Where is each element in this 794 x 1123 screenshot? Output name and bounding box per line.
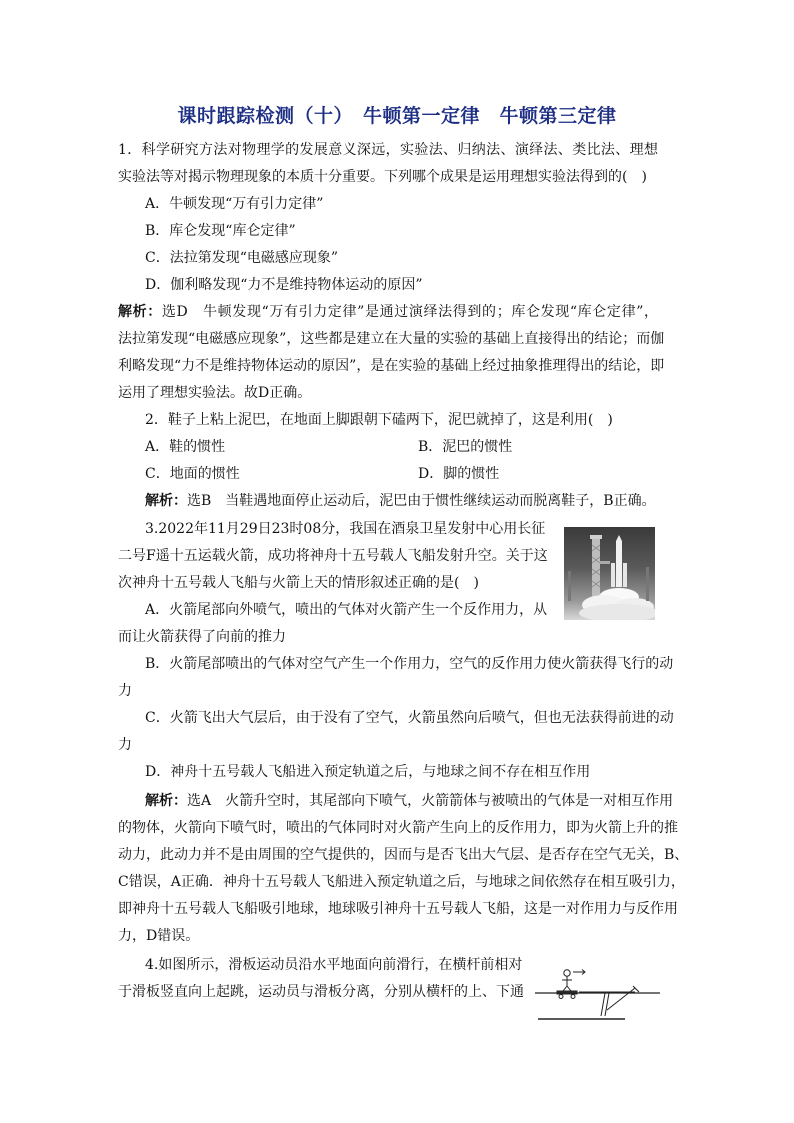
q3-analysis-line2: 的物体，火箭向下喷气时，喷出的气体同时对火箭产生向上的反作用力，即为火箭上升的推	[118, 820, 678, 836]
q2-analysis-label: 解析：	[145, 493, 187, 509]
q3-option-d: D．神舟十五号载人飞船进入预定轨道之后，与地球之间不存在相互作用	[145, 764, 591, 780]
rocket-launch-photo	[564, 527, 655, 620]
page-title: 课时跟踪检测（十） 牛顿第一定律 牛顿第三定律	[177, 105, 617, 127]
q3-analysis-label: 解析：	[145, 793, 187, 809]
q3-option-c-line2: 力	[118, 737, 132, 753]
q1-analysis-text: 选D 牛顿发现“万有引力定律”是通过演绎法得到的；库仑发现“库仑定律”，	[161, 304, 658, 320]
q3-analysis-line4: C错误，A正确．神舟十五号载人飞船进入预定轨道之后，与地球之间依然存在相互吸引力，	[118, 874, 685, 890]
q1-analysis-line2: 法拉第发现“电磁感应现象”，这些都是建立在大量的实验的基础上直接得出的结论；而伽	[118, 331, 665, 347]
q2-analysis	[145, 491, 656, 511]
q2-option-b: B．泥巴的惯性	[418, 439, 513, 455]
q3-option-a-line1: A．火箭尾部向外喷气，喷出的气体对火箭产生一个反作用力，从	[145, 602, 548, 618]
q1-analysis-line3: 利略发现“力不是维持物体运动的原因”，是在实验的基础上经过抽象推理得出的结论，即	[118, 358, 665, 374]
q1-stem-line1: 1．科学研究方法对物理学的发展意义深远，实验法、归纳法、演绎法、类比法、理想	[118, 142, 658, 158]
q1-option-c: C．法拉第发现“电磁感应现象”	[145, 250, 339, 266]
q1-analysis-line1	[118, 302, 658, 322]
q4-stem-line1: 4.如图所示，滑板运动员沿水平地面向前滑行，在横杆前相对	[145, 957, 523, 973]
q1-option-b: B．库仑发现“库仑定律”	[145, 223, 296, 239]
q3-stem-line1: 3.2022年11月29日23时08分，我国在酒泉卫星发射中心用长征	[145, 521, 546, 537]
rocket-launch-illustration	[564, 527, 655, 620]
q3-analysis-line1	[145, 791, 674, 811]
q2-option-c: C．地面的惯性	[145, 466, 240, 482]
q4-stem-line2: 于滑板竖直向上起跳，运动员与滑板分离，分别从横杆的上、下通	[118, 984, 524, 1000]
q3-analysis-text: 选A 火箭升空时，其尾部向下喷气，火箭箭体与被喷出的气体是一对相互作用	[187, 793, 674, 809]
q3-option-c-line1: C．火箭飞出大气层后，由于没有了空气，火箭虽然向后喷气，但也无法获得前进的动	[145, 710, 674, 726]
skateboard-diagram	[535, 966, 660, 1024]
q1-stem-line2: 实验法等对揭示物理现象的本质十分重要。下列哪个成果是运用理想实验法得到的( )	[118, 169, 647, 185]
q2-option-a: A．鞋的惯性	[145, 439, 226, 455]
q3-analysis-line5: 即神舟十五号载人飞船吸引地球，地球吸引神舟十五号载人飞船，这是一对作用力与反作用	[118, 901, 678, 917]
q3-analysis-line6: 力，D错误。	[118, 928, 200, 944]
q3-analysis-line3: 动力，此动力并不是由周围的空气提供的，因而与是否飞出大气层、是否存在空气无关，B、	[118, 847, 689, 863]
q1-option-a: A．牛顿发现“万有引力定律”	[145, 196, 324, 212]
q3-stem-line2: 二号F遥十五运载火箭，成功将神舟十五号载人飞船发射升空。关于这	[118, 548, 548, 564]
skater-head	[564, 970, 570, 976]
q2-analysis-text: 选B 当鞋遇地面停止运动后，泥巴由于惯性继续运动而脱离鞋子，B正确。	[187, 493, 656, 509]
q3-option-b-line2: 力	[118, 683, 132, 699]
q1-analysis-label: 解析：	[118, 304, 162, 320]
q3-option-a-line2: 而让火箭获得了向前的推力	[118, 629, 286, 645]
q2-stem: 2．鞋子上粘上泥巴，在地面上脚跟朝下磕两下，泥巴就掉了，这是利用( )	[145, 412, 613, 428]
skateboarder-crossbar-figure	[535, 966, 660, 1024]
q1-analysis-line4: 运用了理想实验法。故D正确。	[118, 385, 312, 401]
q3-stem-line3: 次神舟十五号载人飞船与火箭上天的情形叙述正确的是( )	[118, 575, 479, 591]
q2-option-d: D．脚的惯性	[418, 466, 500, 482]
q1-option-d: D．伽利略发现“力不是维持物体运动的原因”	[145, 277, 423, 293]
q3-option-b-line1: B．火箭尾部喷出的气体对空气产生一个作用力，空气的反作用力使火箭获得飞行的动	[145, 656, 674, 672]
